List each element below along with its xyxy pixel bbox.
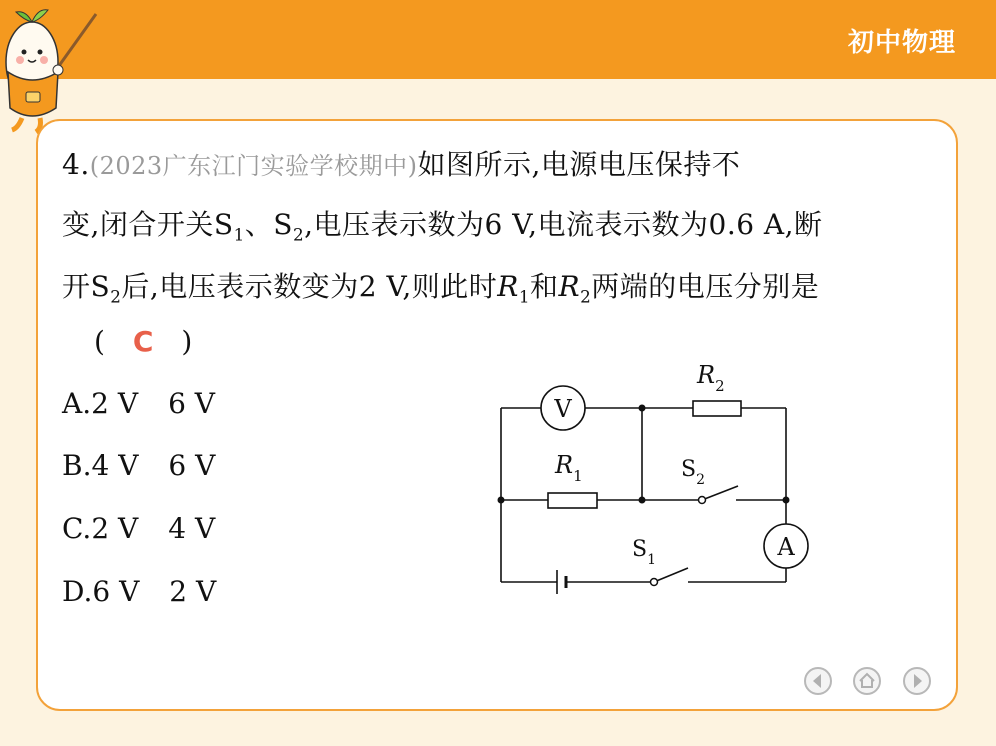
resistor-r2-icon [693,401,741,416]
battery-icon [557,570,566,594]
answer-blank [94,325,193,358]
voltmeter-label: V [554,395,572,423]
question-text-1: 如图所示,电源电压保持不 [417,148,741,181]
option-a[interactable] [62,387,215,420]
subscript: 1 [233,224,245,245]
option-value: 6 V [168,449,216,482]
r1-label: $R_1$ [555,451,583,485]
question-text-3b: 后,电压表示数变为2 V,则此时 [121,270,498,303]
option-label: A.2 V [62,387,139,420]
header-title: 初中物理 [847,28,956,58]
s2-label: $S_2$ [681,457,705,488]
option-label: B.4 V [62,449,139,482]
subscript: 1 [518,286,530,307]
question-line-3 [62,265,819,307]
mascot-illustration [0,0,110,135]
answer-letter: C [132,325,154,358]
home-icon[interactable] [852,666,882,696]
option-d[interactable] [62,575,216,608]
option-value: 2 V [169,575,217,608]
ammeter-label: A [777,533,795,561]
option-label: D.6 V [62,575,140,608]
question-line-1 [62,143,740,183]
question-text-2a: 变,闭合开关S [62,208,234,241]
r2-label: $R_2$ [697,361,725,395]
question-text-3c: 和 [530,270,559,303]
option-c[interactable] [62,512,215,545]
option-value: 6 V [168,387,215,420]
subscript: 2 [580,286,592,307]
s1-label: $S_1$ [632,537,656,568]
switch-s2-icon [702,486,738,500]
paren-open: ( [94,325,106,358]
resistor-r1-icon [548,493,597,508]
option-label: C.2 V [62,512,139,545]
question-text-3a: 开S [62,270,111,303]
option-value: 4 V [168,512,216,545]
chevron-left-icon[interactable] [803,666,833,696]
question-source: (2023广东江门实验学校期中) [89,152,418,180]
subscript: 2 [292,224,305,245]
question-line-2 [62,203,823,245]
question-number: 4. [62,148,90,181]
symbol-r: R [558,270,581,303]
symbol-r: R [497,270,519,303]
option-b[interactable] [62,449,215,482]
switch-s1-icon [654,568,688,582]
chevron-right-icon[interactable] [902,666,932,696]
question-text-2c: ,电压表示数为6 V,电流表示数为0.6 A,断 [304,208,823,241]
paren-close: ) [181,325,193,358]
subscript: 2 [110,286,122,307]
question-text-2b: 、S [244,208,293,241]
header-bar [0,0,996,79]
circuit-diagram [480,355,820,600]
question-text-3d: 两端的电压分别是 [591,270,820,303]
